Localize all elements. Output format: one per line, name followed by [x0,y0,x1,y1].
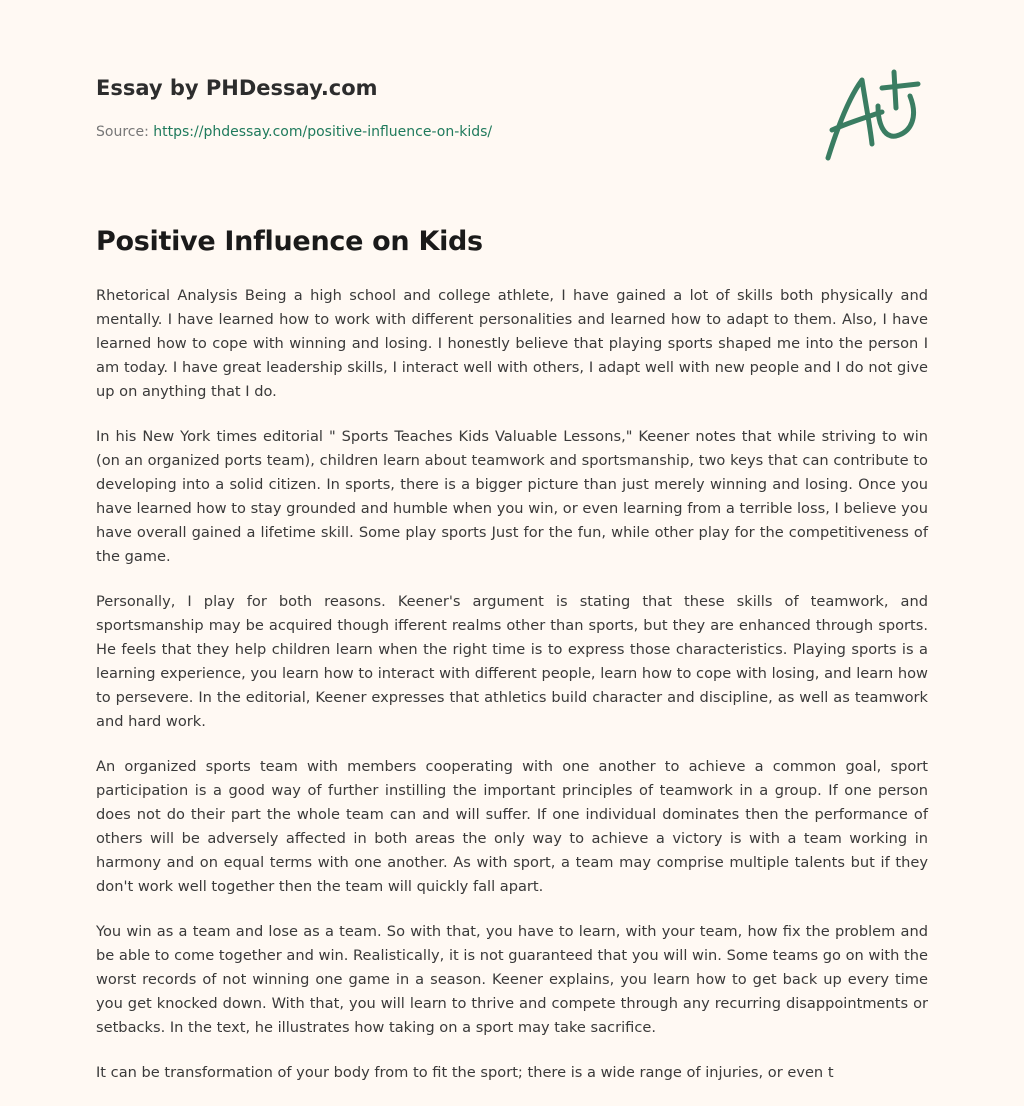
paragraph: In his New York times editorial " Sports Teaches Kids Valuable Lessons," Keener notes that while striving to win (on an organized ports team), children learn about teamwork and sportsmanship, two keys that can contribute to developing into a solid citizen. In sports, there is a bigger picture than just merely winning and losing. Once you have learned how to stay grounded and humble when you win, or even learning from a terrible loss, I believe you have overall gained a lifetime skill. Some play sports Just for the fun, while other play for the competitiveness of the game. [96,428,928,565]
source-line [96,124,492,140]
paragraph: An organized sports team with members cooperating with one another to achieve a common goal, sport participation is a good way of further instilling the important principles of teamwork in a group. If one person does not do their part the whole team can and will suffer. If one individual dominates then the performance of others will be adversely affected in both areas the only way to achieve a victory is with a team working in harmony and on equal terms with one another. As with sport, a team may comprise multiple talents but if they don't work well together then the team will quickly fall apart. [96,758,928,895]
brand-title: Essay by PHDessay.com [96,76,378,100]
source-label: Source: [96,124,149,140]
paragraph: It can be transformation of your body from to fit the sport; there is a wide range of injuries, or even t [96,1064,834,1081]
paragraph: Rhetorical Analysis Being a high school and college athlete, I have gained a lot of skills both physically and mentally. I have learned how to work with different personalities and learned how to adapt to them. Also, I have learned how to cope with winning and losing. I honestly believe that playing sports shaped me into the person I am today. I have great leadership skills, I interact well with others, I adapt well with new people and I do not give up on anything that I do. [96,287,928,400]
source-link[interactable]: https://phdessay.com/positive-influence-on-kids/ [153,124,493,140]
essay-body [96,284,928,1106]
paragraph: You win as a team and lose as a team. So with that, you have to learn, with your team, how fix the problem and be able to come together and win. Realistically, it is not guaranteed that you will win. Some teams go on with the worst records of not winning one game in a season. Keener explains, you learn how to get back up every time you get knocked down. With that, you will learn to thrive and compete through any recurring disappointments or setbacks. In the text, he illustrates how taking on a sport may take sacrifice. [96,923,928,1036]
paragraph: Personally, I play for both reasons. Keener's argument is stating that these skills of teamwork, and sportsmanship may be acquired though ifferent realms other than sports, but they are enhanced through sports. He feels that they help children learn when the right time is to express those characteristics. Playing sports is a learning experience, you learn how to interact with different people, learn how to cope with losing, and learn how to persevere. In the editorial, Keener expresses that athletics build character and discipline, as well as teamwork and hard work. [96,593,928,730]
a-plus-logo-icon [820,66,930,166]
page-title: Positive Influence on Kids [96,226,483,257]
